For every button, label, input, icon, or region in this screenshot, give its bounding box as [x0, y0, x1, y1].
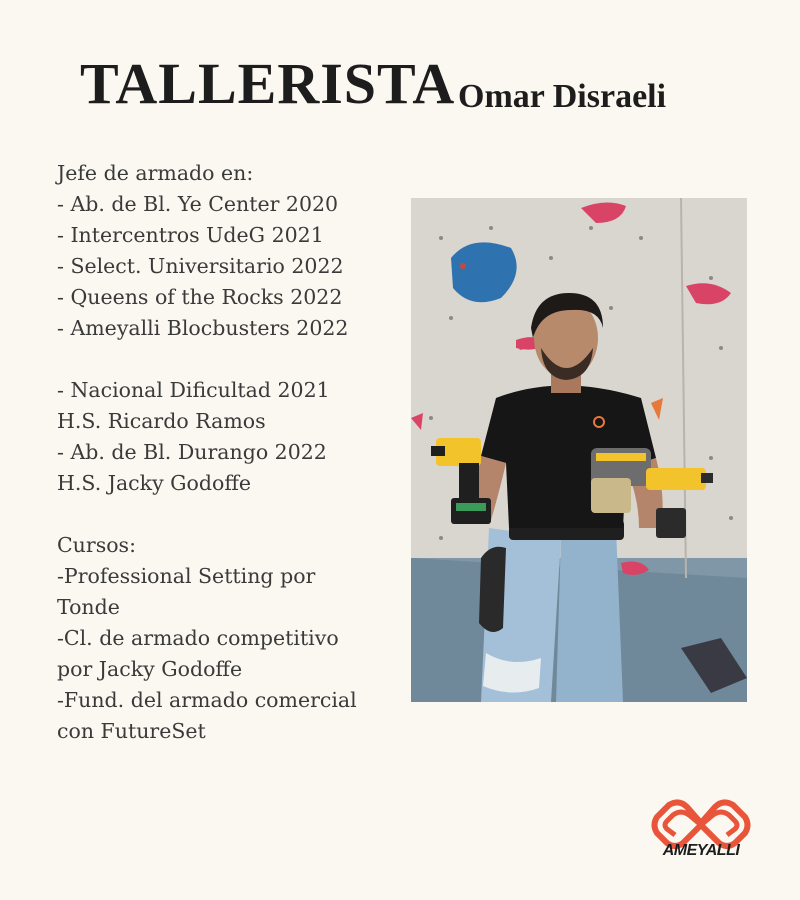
- bio-spacer: [57, 499, 402, 530]
- bio-text: [57, 158, 402, 747]
- bio-line: - Intercentros UdeG 2021: [57, 223, 324, 247]
- page-title: TALLERISTA: [80, 51, 456, 116]
- bio-spacer: [57, 344, 402, 375]
- bio-line: - Ab. de Bl. Durango 2022: [57, 440, 327, 464]
- bio-line: - Nacional Dificultad 2021: [57, 378, 330, 402]
- bio-line: Jefe de armado en:: [57, 161, 254, 185]
- bio-line: con FutureSet: [57, 719, 206, 743]
- person-name: Omar Disraeli: [458, 78, 667, 115]
- portrait-photo: [411, 198, 747, 702]
- logo-wordmark: AMEYALLI: [662, 842, 740, 859]
- bio-line: Cursos:: [57, 533, 136, 557]
- bio-line: por Jacky Godoffe: [57, 657, 243, 681]
- bio-line: - Ameyalli Blocbusters 2022: [57, 316, 349, 340]
- bio-line: H.S. Ricardo Ramos: [57, 409, 266, 433]
- bio-line: - Select. Universitario 2022: [57, 254, 344, 278]
- bio-line: Tonde: [57, 595, 120, 619]
- bio-line: -Cl. de armado competitivo: [57, 626, 339, 650]
- bio-line: -Professional Setting por: [57, 564, 316, 588]
- bio-line: - Ab. de Bl. Ye Center 2020: [57, 192, 339, 216]
- bio-line: -Fund. del armado comercial: [57, 688, 357, 712]
- bio-line: H.S. Jacky Godoffe: [57, 471, 252, 495]
- bio-line: - Queens of the Rocks 2022: [57, 285, 343, 309]
